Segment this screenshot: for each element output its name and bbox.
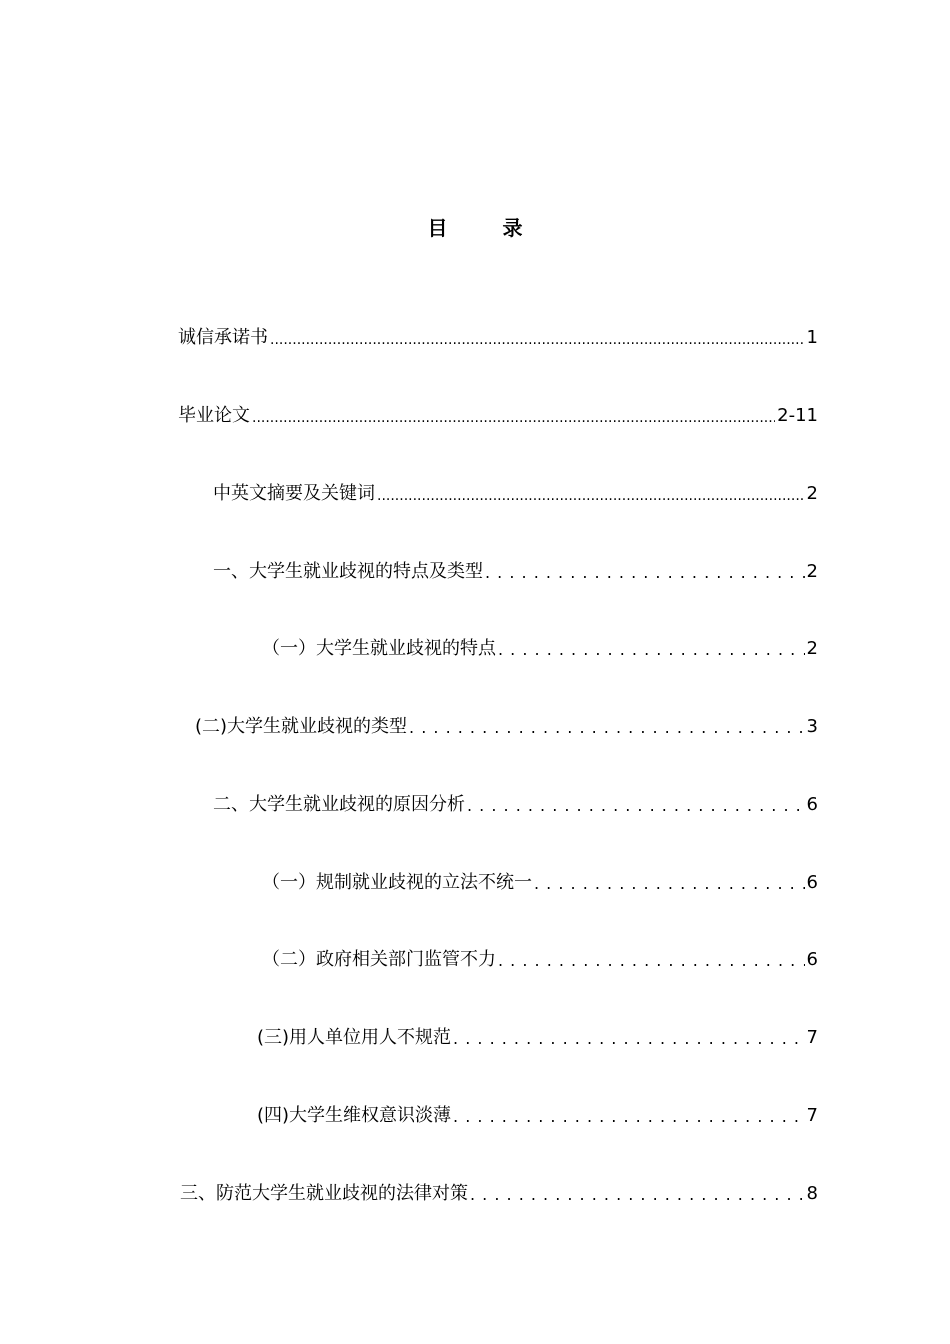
toc-entry-label: 毕业论文	[178, 405, 250, 426]
toc-entry-page: 6	[806, 794, 818, 815]
toc-entry-label: 一、大学生就业歧视的特点及类型	[213, 561, 483, 582]
toc-entry-section-2[interactable]	[213, 792, 818, 818]
toc-entry-page: 3	[806, 716, 818, 737]
toc-entry-section-2-2[interactable]	[262, 947, 818, 973]
toc-entry-abstract[interactable]	[213, 481, 818, 507]
toc-entry-label: （二）政府相关部门监管不力	[262, 949, 496, 970]
toc-leader-dots	[498, 637, 805, 663]
toc-entry-section-2-4[interactable]	[257, 1103, 818, 1129]
toc-leader-dots	[453, 1026, 805, 1052]
toc-entry-section-1-2[interactable]	[195, 714, 818, 740]
toc-entry-page: 2	[806, 483, 818, 504]
toc-entry-page: 8	[806, 1183, 818, 1204]
toc-leader-dots	[270, 326, 805, 353]
toc-entry-page: 7	[806, 1027, 818, 1048]
toc-entry-label: 诚信承诺书	[178, 327, 268, 348]
toc-entry-label: （一）规制就业歧视的立法不统一	[262, 872, 532, 893]
toc-entry-page: 2	[806, 561, 818, 582]
toc-entry-section-2-1[interactable]	[262, 870, 818, 896]
toc-leader-dots	[409, 715, 805, 741]
page-title: 目 录	[427, 216, 547, 240]
toc-entry-label: (二)大学生就业歧视的类型	[195, 716, 408, 737]
toc-leader-dots	[498, 948, 805, 974]
toc-entry-page: 2-11	[777, 405, 818, 426]
toc-entry-page: 2	[806, 638, 818, 659]
toc-entry-label: (三)用人单位用人不规范	[257, 1027, 452, 1048]
toc-entry-section-1[interactable]	[213, 559, 818, 585]
toc-leader-dots	[470, 1182, 805, 1208]
toc-entry-page: 6	[806, 949, 818, 970]
toc-entry-section-2-3[interactable]	[257, 1025, 818, 1051]
toc-leader-dots	[252, 404, 775, 431]
toc-entry-label: （一）大学生就业歧视的特点	[262, 638, 496, 659]
toc-entry-section-1-1[interactable]	[262, 636, 818, 662]
toc-entry-section-3[interactable]	[180, 1181, 818, 1207]
toc-leader-dots	[377, 482, 805, 509]
toc-entry-page: 6	[806, 872, 818, 893]
toc-entry-thesis[interactable]	[178, 403, 818, 429]
toc-leader-dots	[534, 871, 805, 897]
toc-entry-label: 三、防范大学生就业歧视的法律对策	[180, 1183, 468, 1204]
toc-leader-dots	[453, 1104, 805, 1130]
toc-entry-label: 中英文摘要及关键词	[213, 483, 375, 504]
toc-entry-label: (四)大学生维权意识淡薄	[257, 1105, 452, 1126]
toc-entry-integrity-pledge[interactable]	[178, 325, 818, 351]
toc-entry-page: 1	[806, 327, 818, 348]
toc-leader-dots	[485, 560, 805, 586]
toc-entry-label: 二、大学生就业歧视的原因分析	[213, 794, 465, 815]
toc-entry-page: 7	[806, 1105, 818, 1126]
toc-leader-dots	[467, 793, 805, 819]
